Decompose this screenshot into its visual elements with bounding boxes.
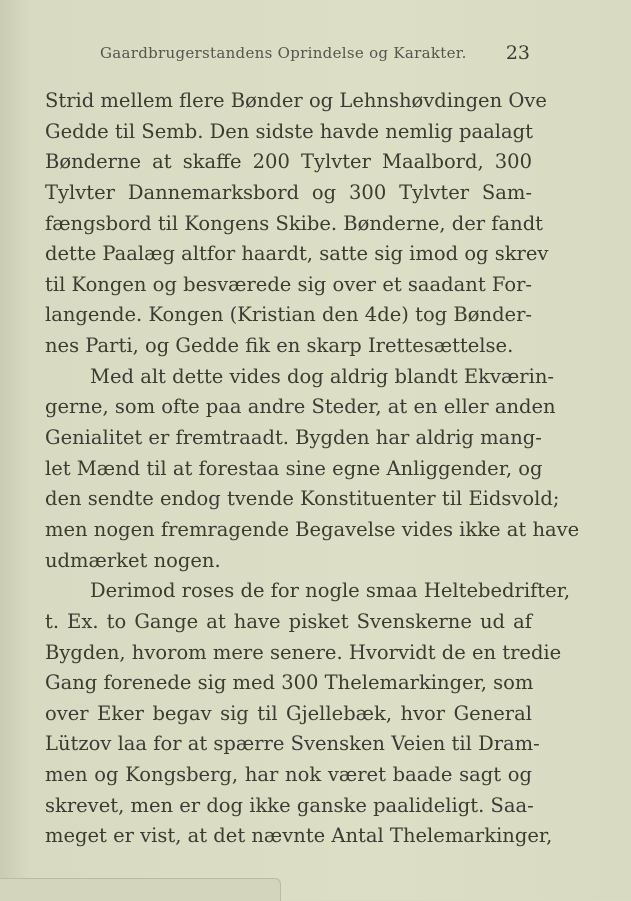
page-edge: [0, 878, 281, 901]
text-line: Bygden, hvorom mere senere. Hvorvidt de en tredie: [45, 640, 562, 664]
text-line: t. Ex. to Gange at have pisket Svenskerne ud af: [45, 609, 532, 633]
text-line: Bønderne at skaffe 200 Tylvter Maalbord, 300: [45, 150, 532, 174]
text-line: den sendte endog tvende Konstituenter til Eidsvold;: [45, 487, 560, 511]
body-text: [45, 86, 580, 852]
text-line: til Kongen og besværede sig over et saadant For-: [45, 272, 532, 296]
text-line: men og Kongsberg, har nok været baade sagt og: [45, 763, 532, 787]
paragraph-start-line: Derimod roses de for nogle smaa Heltebedrifter,: [90, 579, 571, 603]
paragraph-start-line: Med alt dette vides dog aldrig blandt Ekværin-: [90, 364, 555, 388]
text-line: skrevet, men er dog ikke ganske paalideligt. Saa-: [45, 793, 534, 817]
text-line: Strid mellem flere Bønder og Lehnshøvdingen Ove: [45, 89, 547, 112]
text-line: Tylvter Dannemarksbord og 300 Tylvter Sam-: [45, 180, 532, 204]
text-line: Genialitet er fremtraadt. Bygden har aldrig mang-: [45, 426, 542, 450]
text-line: Gang forenede sig med 300 Thelemarkinger, som: [45, 671, 534, 695]
text-line: over Eker begav sig til Gjellebæk, hvor General: [45, 701, 532, 725]
text-line: udmærket nogen.: [45, 548, 221, 572]
text-line: Gedde til Semb. Den sidste havde nemlig paalagt: [45, 119, 533, 143]
text-line: meget er vist, at det nævnte Antal Thelemarkinger,: [45, 824, 553, 848]
running-title: Gaardbrugerstandens Oprindelse og Karakter.: [100, 44, 467, 62]
text-line: nes Parti, og Gedde fik en skarp Irettesættelse.: [45, 334, 514, 358]
text-line: gerne, som ofte paa andre Steder, at en eller anden: [45, 395, 556, 419]
text-line: dette Paalæg altfor haardt, satte sig imod og skrev: [45, 242, 549, 266]
page-header: [100, 42, 530, 68]
text-line: Lützov laa for at spærre Svensken Veien til Dram-: [45, 732, 540, 756]
page-number: 23: [505, 42, 530, 64]
text-line: fængsbord til Kongens Skibe. Bønderne, der fandt: [45, 211, 544, 235]
text-line: let Mænd til at forestaa sine egne Anliggender, og: [45, 456, 543, 480]
text-line: men nogen fremragende Begavelse vides ikke at have: [45, 517, 580, 541]
text-line: langende. Kongen (Kristian den 4de) tog Bønder-: [45, 303, 532, 327]
